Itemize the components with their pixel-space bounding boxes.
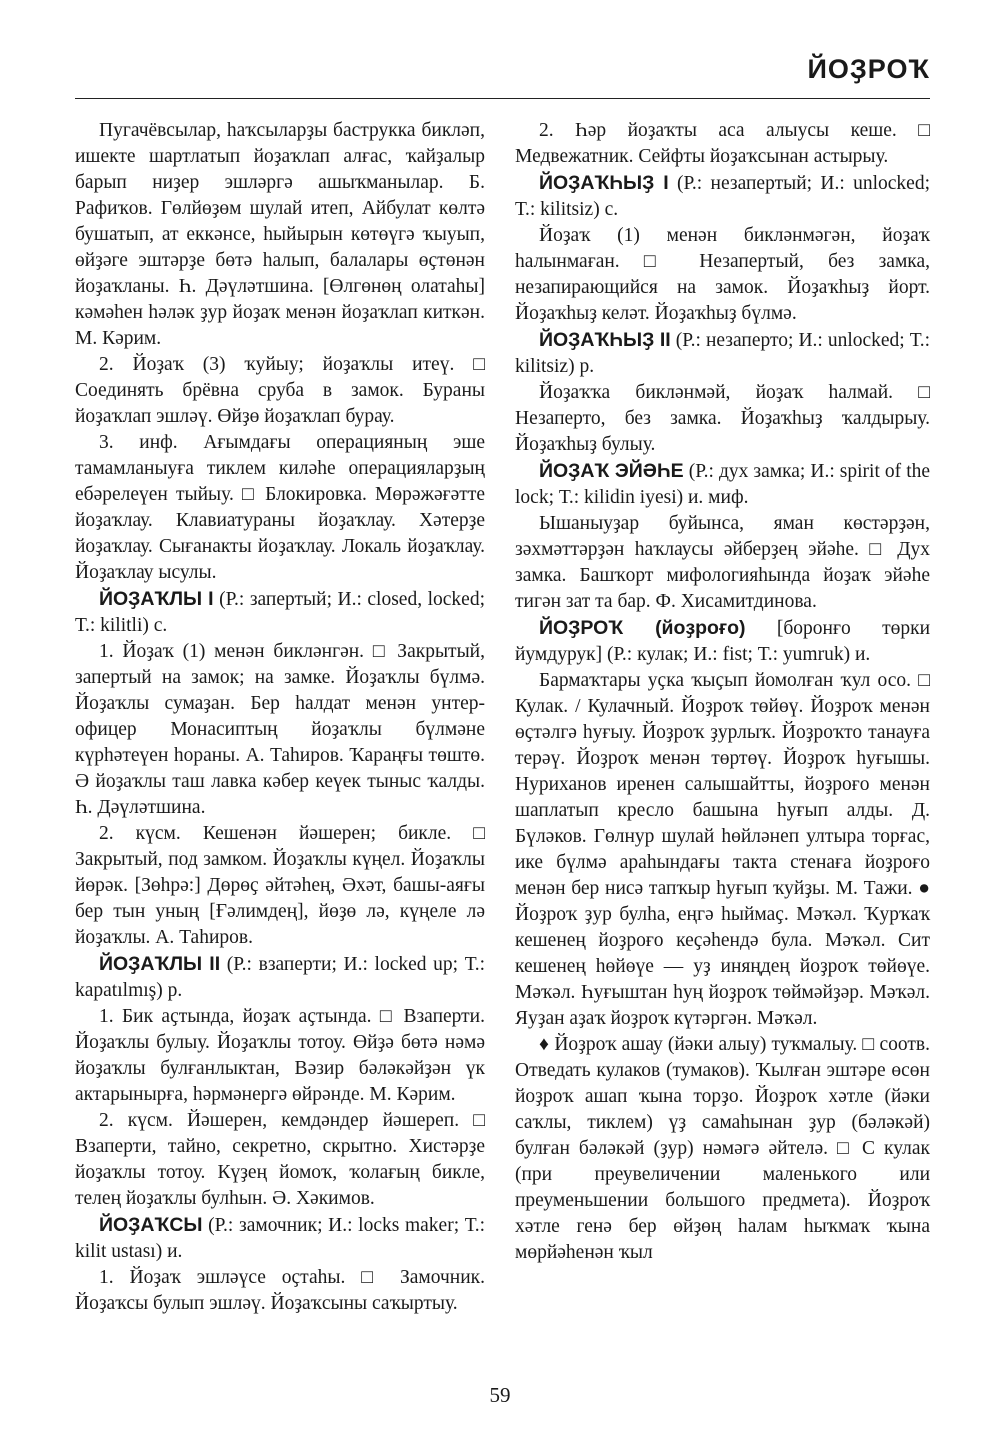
dictionary-entry: [75, 951, 485, 1004]
dictionary-entry: [515, 458, 930, 511]
entry-headword: ЙОҘАҠҺЫҘ I: [539, 172, 669, 194]
running-head: ЙОҘРОҠ: [807, 54, 930, 84]
dictionary-entry: [515, 615, 930, 668]
sense-paragraph: 3. инф. Ағымдағы операцияның эше тамамланыуға тиклем киләһе операцияларҙың ебәрелеүен тыйыу. □ Блокировка. Мөрәжәғәтте йоҙаҡлау. Клавиатураны йоҙаҡлау. Хәтерҙе йоҙаҡлау. Сығанакты йоҙаҡлау. Локаль йоҙаҡлау. Йоҙаҡлау ысулы.: [75, 432, 485, 583]
sense-paragraph: Йоҙаҡҡа бикләнмәй, йоҙаҡ һалмай. □ Незаперто, без замка. Йоҙаҡһыҙ ҡалдырыу. Йоҙаҡһыҙ булыу.: [515, 382, 930, 455]
dictionary-entry: [75, 1212, 485, 1265]
entry-headword: ЙОҘАҠЛЫ II: [99, 953, 221, 975]
sense-paragraph: 2. Һәр йоҙаҡты аса алыусы кеше. □ Медвежатник. Сейфты йоҙаҡсынан астырыу.: [515, 120, 930, 167]
idiom-paragraph: ♦ Йоҙроҡ ашау (йәки алыу) туҡмалыу. □ соотв. Отведать кулаков (тумаков). Ҡылған эштәре өсөн йоҙроҡ ашап ҡына торҙо. Йоҙроҡ хәтле (йәки саҡлы, тиклем) үҙ самаһынан ҙур (бәләкәй) булған бәләкәй (ҙур) нәмәгә әйтелә. □ С кулак (при преувеличении маленького или преуменьшении большого предмета). Йоҙроҡ хәтле генә бер өйҙөң һалам һыҡмаҡ ҡына мөрйәһенән ҡыл: [515, 1034, 930, 1263]
sense-paragraph: 1. Йоҙаҡ эшләүсе оҫтаһы. □ Замочник. Йоҙаҡсы булып эшләү. Йоҙаҡсыны саҡыртыу.: [75, 1267, 485, 1314]
sense-paragraph: 2. Йоҙаҡ (3) ҡуйыу; йоҙаҡлы итеү. □ Соединять брёвна сруба в замок. Бураны йоҙаҡлап эшләү. Өйҙө йоҙаҡлап бурау.: [75, 354, 485, 427]
entry-headword: ЙОҘРОҠ (йоҙроғо): [539, 617, 746, 639]
sense-paragraph: 1. Йоҙаҡ (1) менән бикләнгән. □ Закрытый, запертый на замок; на замке. Йоҙаҡлы бүлмә. Йоҙаҡлы сумаҙан. Бер һалдат менән унтер-офицер Монасиптың йоҙаҡлы бүлмәне күрһәтеүен һораны. А. Таһиров. Ҡараңғы төштө. Ә йоҙаҡлы таш лавка кәбер кеүек тыныс ҡалды. Һ. Дәүләтшина.: [75, 641, 485, 818]
entry-grammar: (Р.: незапертый; И.: unlocked; Т.: kilitsiz) с.: [515, 173, 931, 220]
example-paragraph: Пугачёвсылар, һаҡсыларҙы баструкка бикләп, ишекте шартлатып йоҙаҡлап алғас, ҡайҙалыр барып ниҙер эшләргә ашыҡманылар. Б. Рафиҡов. Гөлйөҙөм шулай итеп, Айбулат көлтә бушатып, ат еккәнсе, һыйырын көтөүгә ҡыуып, өйҙәге эштәрҙе бөтә һалып, балалары өҫтөнән йоҙаҡланы. Һ. Дәүләтшина. [Өлгөнөң олатаһы] кәмәһен һәләк ҙур йоҙаҡ менән йоҙаҡлап киткән. М. Кәрим.: [75, 120, 485, 349]
header-rule: [75, 98, 930, 99]
sense-paragraph: Ышаныуҙар буйынса, яман көстәрҙән, зәхмәттәрҙән һаҡлаусы әйберҙең эйәһе. □ Дух замка. Башҡорт мифологияһында йоҙаҡ эйәһе тигән зат та бар. Ф. Хисамитдинова.: [515, 513, 930, 612]
sense-paragraph: Бармаҡтары уҫка ҡыҫып йомолған ҡул осо. □ Кулак. / Кулачный. Йоҙроҡ төйөү. Йоҙроҡ менән өҫтәлгә һуғыу. Йоҙроҡ ҙурлыҡ. Йоҙроҡто танауға терәү. Йоҙроҡ менән төртөү. Йоҙроҡ һуғышы. Нуриханов иренен салышайтты, йоҙроғо менән шаплатып кресло башына һуғып алды. Д. Бүләков. Гөлнур шулай һөйләнеп ултыра торғас, ике бүлмә араһындағы такта стенаға йоҙроғо менән бер нисә тапҡыр һуғып ҡуйҙы. М. Тажи. ● Йоҙроҡ ҙур булһа, еңгә һыймаҫ. Мәҡәл. Ҡурҡаҡ кешенең йоҙроғо кеҫәһендә була. Мәҡәл. Сит кешенең һөйөүе — уҙ иняңдең йоҙроҡ төйөүе. Мәҡәл. Һуғыштан һуң йоҙроҡ төймәйҙәр. Мәҡәл. Яуҙан аҙаҡ йоҙроҡ күтәргән. Мәҡәл.: [515, 670, 930, 1029]
entry-grammar: (Р.: незаперто; И.: unlocked; Т.: kilitsiz) р.: [515, 330, 931, 377]
left-column: [75, 118, 485, 1317]
entry-grammar: (Р.: замочник; И.: locks maker; Т.: kilit ustası) и.: [75, 1215, 486, 1262]
sense-paragraph: 1. Бик аҫтында, йоҙаҡ аҫтында. □ Взаперти. Йоҙаҡлы булыу. Йоҙаҡлы тотоу. Өйҙә бөтә нәмә йоҙаҡлы булғанлыктан, Вәзир бәләкәйҙән үк актарынырға, һәрмәнергә өйрәнде. М. Кәрим.: [75, 1006, 485, 1105]
entry-grammar: [боронғо төрки йумдурук] (Р.: кулак; И.: fist; Т.: yumruk) и.: [515, 618, 930, 665]
entry-headword: ЙОҘАҠҺЫҘ II: [539, 329, 671, 351]
entry-headword: ЙОҘАҠ ЭЙӘҺЕ: [539, 460, 684, 482]
sense-paragraph: 2. күсм. Кешенән йәшерен; бикле. □ Закрытый, под замком. Йоҙаҡлы күңел. Йоҙаҡлы йөрәк. [Зөһрә:] Дөрөҫ әйтәһең, Әхәт, башы-аяғы бер тын уның [Ғәлимдең], йөҙө лә, күңеле лә йоҙаҡлы. А. Таһиров.: [75, 823, 485, 948]
dictionary-entry: [515, 170, 930, 223]
sense-paragraph: Йоҙаҡ (1) менән бикләнмәгән, йоҙаҡ һалынмаған. □ Незапертый, без замка, незапирающийся на замок. Йоҙаҡһыҙ йорт. Йоҙаҡһыҙ келәт. Йоҙаҡһыҙ бүлмә.: [515, 225, 930, 324]
entry-grammar: (Р.: дух замка; И.: spirit of the lock; Т.: kilidin iyesi) и. миф.: [515, 461, 931, 508]
entry-headword: ЙОҘАҠЛЫ I: [99, 588, 214, 610]
entry-headword: ЙОҘАҠСЫ: [99, 1214, 203, 1236]
entry-grammar: (Р.: взаперти; И.: locked up; Т.: kapatılmış) р.: [75, 954, 486, 1001]
dictionary-entry: [515, 327, 930, 380]
right-column: [515, 118, 930, 1266]
sense-paragraph: 2. күсм. Йәшерен, кемдәндер йәшереп. □ Взаперти, тайно, секретно, скрытно. Хистәрҙе йоҙаҡлы тотоу. Күҙең йомоҡ, ҡолағың бикле, телең йоҙаҡлы булһын. Ә. Хәкимов.: [75, 1110, 485, 1209]
entry-grammar: (Р.: запертый; И.: closed, locked; Т.: kilitli) с.: [75, 589, 485, 636]
page-number: 59: [489, 1383, 511, 1407]
dictionary-entry: [75, 586, 485, 639]
